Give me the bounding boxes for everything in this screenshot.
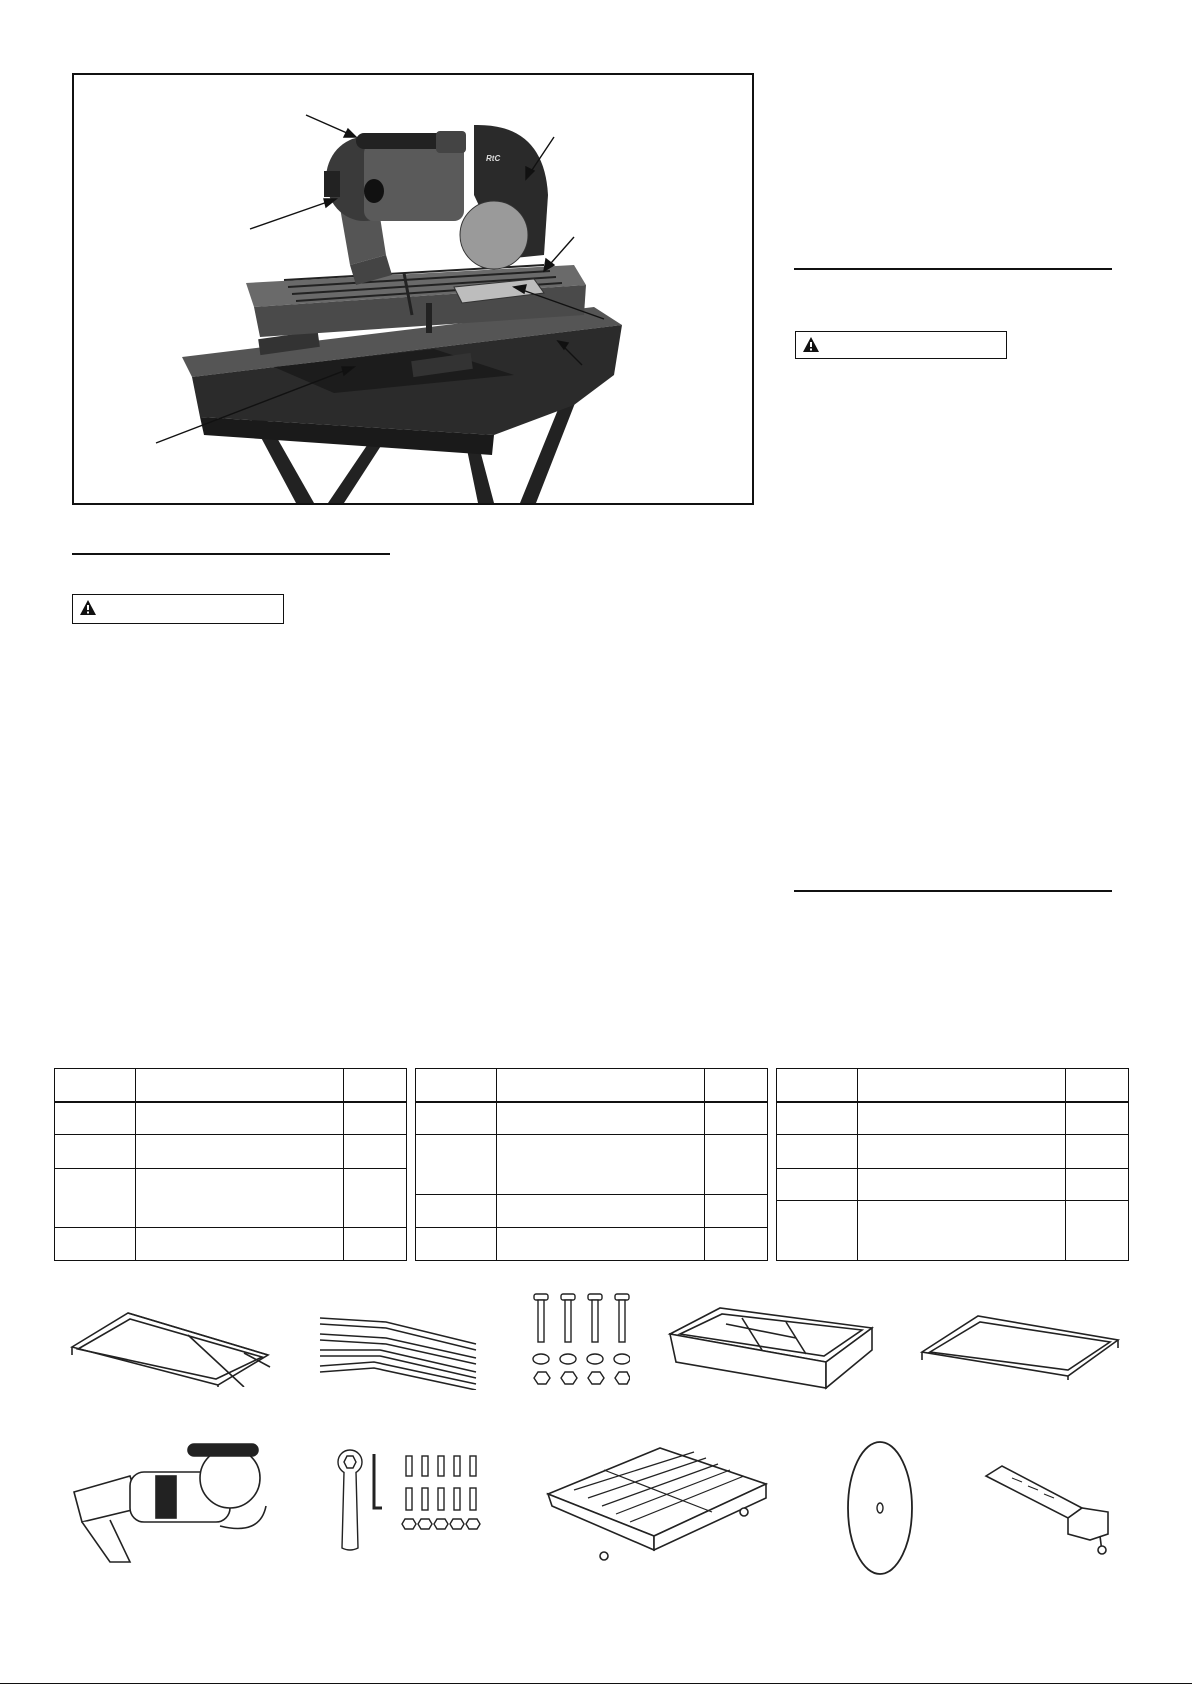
table-header-row: [55, 1069, 407, 1102]
table-header-row: [777, 1069, 1129, 1102]
warning-box-left: [72, 594, 284, 624]
table-row: [416, 1102, 768, 1135]
table-row: [416, 1195, 768, 1228]
section-rule-right-bottom: [794, 890, 1112, 892]
table-row: [777, 1201, 1129, 1261]
stand-frame-icon: [68, 1305, 274, 1387]
table-row: [777, 1169, 1129, 1201]
section-rule-left: [72, 553, 390, 555]
parts-table-3: [776, 1068, 1129, 1261]
table-row: [55, 1169, 407, 1228]
cutting-table-icon: [544, 1440, 770, 1562]
parts-table-2: [415, 1068, 768, 1261]
water-tray-icon: [666, 1304, 874, 1396]
table-header-row: [416, 1069, 768, 1102]
table-row: [416, 1135, 768, 1195]
bolt-set-icon: [526, 1292, 630, 1392]
warning-triangle-icon: [79, 599, 97, 616]
rip-guide-icon: [982, 1460, 1118, 1556]
table-row: [55, 1135, 407, 1169]
tile-saw-illustration: [74, 75, 752, 503]
warning-triangle-icon: [802, 336, 820, 353]
warning-box-right: [795, 331, 1007, 359]
saw-head-icon: [70, 1436, 270, 1566]
motor-icon: [324, 137, 464, 285]
table-frame-icon: [918, 1310, 1122, 1380]
table-row: [777, 1102, 1129, 1135]
table-row: [55, 1102, 407, 1135]
table-row: [55, 1228, 407, 1261]
section-rule-right-top: [794, 268, 1112, 270]
blade-guard-icon: [460, 125, 548, 269]
stand-legs-icon: [316, 1308, 482, 1390]
blade-icon: [846, 1440, 914, 1576]
svg-text:RtC: RtC: [486, 154, 501, 163]
parts-table-1: [54, 1068, 407, 1261]
table-row: [416, 1228, 768, 1261]
page-bottom-rule: [0, 1683, 1192, 1684]
product-figure: [72, 73, 754, 505]
table-row: [777, 1135, 1129, 1169]
hardware-kit-icon: [334, 1448, 484, 1552]
